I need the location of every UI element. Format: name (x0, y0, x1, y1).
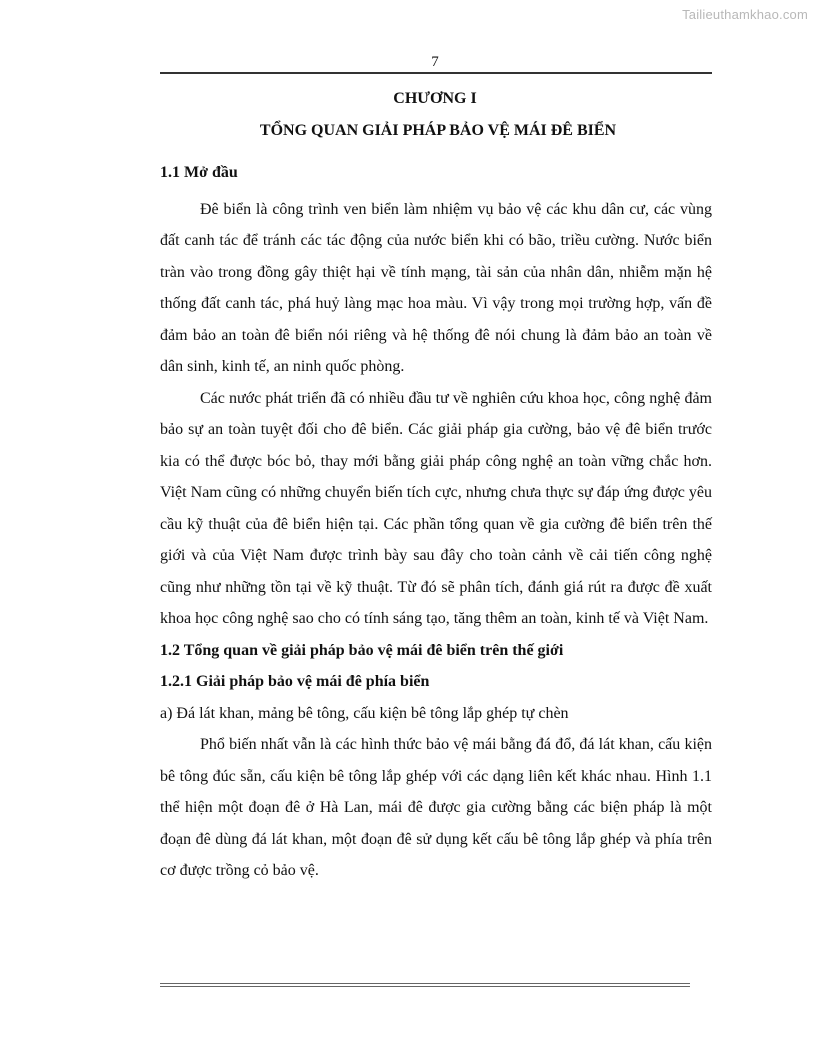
footer-rule (160, 983, 690, 984)
section-heading-1-2-1: 1.2.1 Giải pháp bảo vệ mái đê phía biển (160, 673, 430, 690)
page-number: 7 (431, 54, 439, 70)
footer-rule-second (160, 986, 690, 987)
paragraph: Phổ biến nhất vẫn là các hình thức bảo vệ mái bằng đá đổ, đá lát khan, cấu kiện bê tông đúc sẵn, cấu kiện bê tông lắp ghép với các dạng liên kết khác nhau. Hình 1.1 thể hiện một đoạn đê ở Hà Lan, mái đê được gia cường bằng các biện pháp là một đoạn đê dùng đá lát khan, một đoạn đê sử dụng kết cấu bê tông lắp ghép và phía trên cơ được trồng cỏ bảo vệ. (160, 736, 712, 879)
list-item-a: a) Đá lát khan, mảng bê tông, cấu kiện bê tông lắp ghép tự chèn (160, 704, 569, 722)
paragraph: Các nước phát triển đã có nhiều đầu tư về nghiên cứu khoa học, công nghệ đảm bảo sự an toàn tuyệt đối cho đê biển. Các giải pháp gia cường, bảo vệ đê biển trước kia có thể được bóc bỏ, thay mới bằng giải pháp công nghệ an toàn vững chắc hơn. Việt Nam cũng có những chuyển biến tích cực, nhưng chưa thực sự đáp ứng được yêu cầu kỹ thuật của đê biển hiện tại. Các phần tổng quan về gia cường đê biển trên thế giới và của Việt Nam được trình bày sau đây cho toàn cảnh về cải tiến công nghệ cũng như những tồn tại về kỹ thuật. Từ đó sẽ phân tích, đánh giá rút ra được đề xuất khoa học công nghệ sao cho có tính sáng tạo, tăng thêm an toàn, kinh tế và Việt Nam. (160, 389, 712, 627)
section-heading-1-1: 1.1 Mở đầu (160, 164, 238, 181)
header-rule (160, 72, 712, 74)
section-heading-1-2: 1.2 Tổng quan về giải pháp bảo vệ mái đê biển trên thế giới (160, 641, 564, 659)
document-body (160, 157, 712, 887)
chapter-label: CHƯƠNG I (393, 90, 477, 107)
watermark: Tailieuthamkhao.com (682, 7, 808, 22)
chapter-title: TỔNG QUAN GIẢI PHÁP BẢO VỆ MÁI ĐÊ BIỂN (259, 122, 617, 139)
paragraph: Đê biển là công trình ven biển làm nhiệm vụ bảo vệ các khu dân cư, các vùng đất canh tác để tránh các tác động của nước biển khi có bão, triều cường. Nước biển tràn vào trong đồng gây thiệt hại về tính mạng, tài sản của nhân dân, nhiễm mặn hệ thống đất canh tác, phá huỷ làng mạc hoa màu. Vì vậy trong mọi trường hợp, vấn đề đảm bảo an toàn đê biển nói riêng và hệ thống đê nói chung là đảm bảo an toàn về dân sinh, kinh tế, an ninh quốc phòng. (160, 200, 712, 375)
